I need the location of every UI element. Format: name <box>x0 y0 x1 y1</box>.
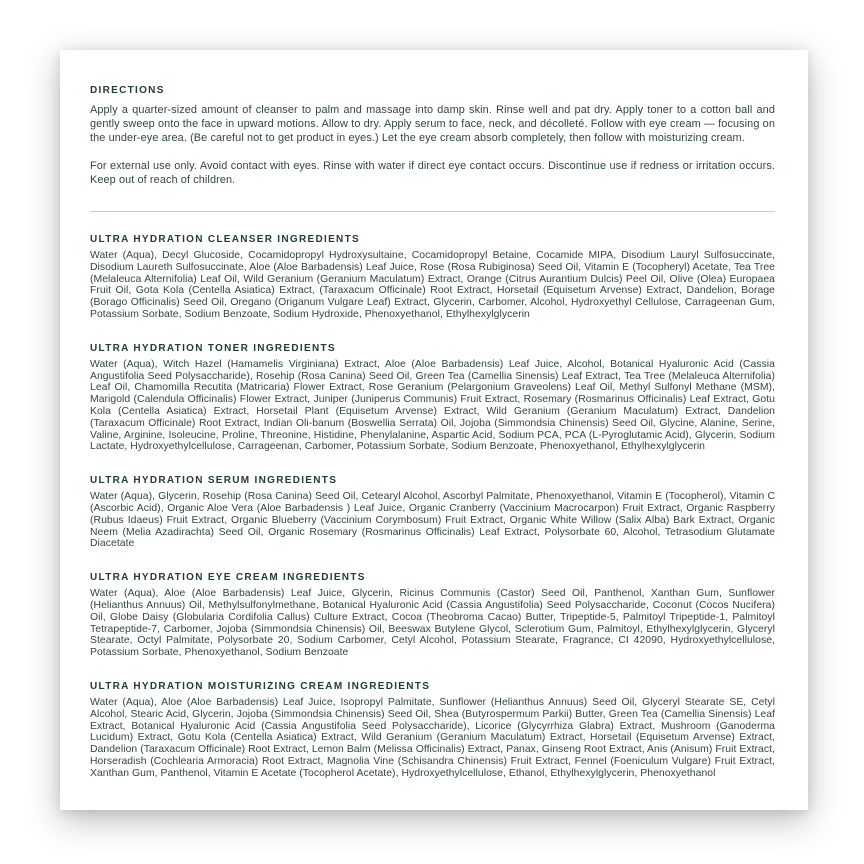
moisturizing-cream-ingredients-heading: ULTRA HYDRATION MOISTURIZING CREAM INGREDIENTS <box>90 680 431 692</box>
eye-cream-ingredients-heading: ULTRA HYDRATION EYE CREAM INGREDIENTS <box>90 572 366 584</box>
directions-usage-text: Apply a quarter-sized amount of cleanser to palm and massage into damp skin. Rinse well and pat dry. Apply toner to a cotton ball and gently sweep onto the face in upward motions. Allow to dry. Apply serum to face, neck, and décolleté. Follow with eye cream — focusing on the under-eye area. (Be careful not to get product in eyes.) Let the eye cream absorb completely, then follow with moisturizing cream. <box>90 104 775 144</box>
ingredient-section-serum <box>90 475 775 550</box>
section-divider <box>90 211 775 212</box>
serum-ingredients-text: Water (Aqua), Glycerin, Rosehip (Rosa Canina) Seed Oil, Cetearyl Alcohol, Ascorbyl Palmitate, Phenoxyethanol, Vitamin E (Tocopherol), Vitamin C (Ascorbic Acid), Organic Aloe Vera (Aloe Barbadensis ) Leaf Juice, Organic Cranberry (Vaccinium Macrocarpon) Fruit Extract, Organic Raspberry (Rubus Idaeus) Fruit Extract, Organic Blueberry (Vaccinium Corymbosum) Fruit Extract, Organic White Willow (Salix Alba) Bark Extract, Organic Neem (Melia Azadirachta) Seed Oil, Organic Rosemary (Rosmarinus Officinalis) Leaf Extract, Polysorbate 60, Alcohol, Tetrasodium Glutamate Diacetate <box>90 491 775 550</box>
directions-heading: DIRECTIONS <box>90 85 165 96</box>
moisturizing-cream-ingredients-text: Water (Aqua), Aloe (Aloe Barbadensis) Leaf Juice, Isopropyl Palmitate, Sunflower (Helianthus Annuus) Seed Oil, Glyceryl Stearate SE, Cetyl Alcohol, Stearic Acid, Glycerin, Jojoba (Simmondsia Chinensis) Seed Oil, Shea (Butyrospermum Parkii) Butter, Green Tea (Camellia Sinensis) Leaf Extract, Botanical Hyaluronic Acid (Cassia Angustifolia Seed Polysaccharide), Licorice (Glycyrrhiza Glabra) Extract, Mushroom (Ganoderma Lucidum) Extract, Gotu Kola (Centella Asiatica) Extract, Wild Geranium (Geranium Maculatum) Extract, Horsetail (Equisetum Arvense) Extract, Dandelion (Taraxacum Officinale) Root Extract, Lemon Balm (Melissa Officinalis) Extract, Panax, Ginseng Root Extract, Anis (Anisum) Fruit Extract, Horseradish (Cochlearia Armoracia) Root Extract, Magnolia Vine (Schisandra Chinensis) Fruit Extract, Fennel (Foeniculum Vulgare) Fruit Extract, Xanthan Gum, Panthenol, Vitamin E Acetate (Tocopherol Acetate), Hydroxyethylcellulose, Ethanol, Ethylhexylglycerin, Phenoxyethanol <box>90 696 775 779</box>
ingredient-section-toner <box>90 343 775 453</box>
directions-section <box>90 85 775 187</box>
eye-cream-ingredients-text: Water (Aqua), Aloe (Aloe Barbadensis) Leaf Juice, Glycerin, Ricinus Communis (Castor) Seed Oil, Panthenol, Xanthan Gum, Sunflower (Helianthus Annuus) Oil, Methylsulfonylmethane, Botanical Hyaluronic Acid (Cassia Angustifolia) Seed Polysaccharide, Coconut (Cocos Nucifera) Oil, Globe Daisy (Globularia Cordifolia Callus) Culture Extract, Cocoa (Theobroma Cacao) Butter, Tripeptide-5, Palmitoyl Tripeptide-1, Palmitoyl Tetrapeptide-7, Carbomer, Jojoba (Simmondsia Chinensis) Oil, Beeswax Butylene Glycol, Sclerotium Gum, Palmitoyl, Ethylhexylglycerin, Glyceryl Stearate, Octyl Palmitate, Polysorbate 20, Sodium Carbomer, Cetyl Alcohol, Potassium Stearate, Fragrance, CI 42090, Hydroxyethylcellulose, Potassium Sorbate, Phenoxyethanol, Sodium Benzoate <box>90 588 775 659</box>
cleanser-ingredients-heading: ULTRA HYDRATION CLEANSER INGREDIENTS <box>90 234 360 245</box>
toner-ingredients-text: Water (Aqua), Witch Hazel (Hamamelis Virginiana) Extract, Aloe (Aloe Barbadensis) Leaf Juice, Alcohol, Botanical Hyaluronic Acid (Cassia Angustifolia Seed Polysaccharide), Rosehip (Rosa Canina) Seed Oil, Green Tea (Camellia Sinensis) Leaf Extract, Tea Tree (Melaleuca Alternifolia) Leaf Oil, Chamomilla Recutita (Matricaria) Flower Extract, Rose Geranium (Pelargonium Graveolens) Leaf Oil, Methyl Sulfonyl Methane (MSM), Marigold (Calendula Officinalis) Flower Extract, Juniper (Juniperus Communis) Fruit Extract, Rosemary (Rosmarinus Officinalis) Leaf Extract, Gotu Kola (Centella Asiatica) Extract, Horsetail Plant (Equisetum Arvense) Extract, Wild Geranium (Geranium Maculatum) Extract, Dandelion (Taraxacum Officinale) Root Extract, Indian Oli-banum (Boswellia Serrata) Oil, Jojoba (Simmondsia Chinensis) Seed Oil, Glycine, Alanine, Serine, Valine, Arginine, Isoleucine, Proline, Threonine, Histidine, Phenylalanine, Aspartic Acid, Sodium PCA, PCA (L-Pyroglutamic Acid), Glycerin, Sodium Lactate, Hydroxyethylcellulose, Carrageenan, Carbomer, Potassium Sorbate, Sodium Benzoate, Phenoxyethanol, Ethylhexylglycerin <box>90 358 775 453</box>
cleanser-ingredients-text: Water (Aqua), Decyl Glucoside, Cocamidopropyl Hydroxysultaine, Cocamidopropyl Betaine, Cocamide MIPA, Disodium Lauryl Sulfosuccinate, Disodium Laureth Sulfosuccinate, Aloe (Aloe Barbadensis) Leaf Juice, Rose (Rosa Rubiginosa) Seed Oil, Vitamin E (Tocopheryl) Acetate, Tea Tree (Melaleuca Alternifolia) Leaf Oil, Wild Geranium (Geranium Maculatum) Extract, Orange (Citrus Aurantium Dulcis) Peel Oil, Olive (Olea) Europaea Fruit Oil, Gota Kola (Centella Asiatica) Extract, (Taraxacum Officinale) Root Extract, Horsetail (Equisetum Arvense) Extract, Dandelion, Borage (Borago Officinalis) Seed Oil, Oregano (Origanum Vulgare Leaf) Extract, Glycerin, Carbomer, Alcohol, Hydroxyethyl Cellulose, Carrageenan Gum, Potassium Sorbate, Sodium Benzoate, Sodium Hydroxide, Phenoxyethanol, Ethylhexylglycerin <box>90 250 775 320</box>
ingredient-section-eye-cream <box>90 572 775 659</box>
ingredient-section-cleanser <box>90 234 775 321</box>
product-info-card <box>60 50 808 810</box>
toner-ingredients-heading: ULTRA HYDRATION TONER INGREDIENTS <box>90 342 336 354</box>
ingredient-section-moisturizing-cream <box>90 681 775 780</box>
serum-ingredients-heading: ULTRA HYDRATION SERUM INGREDIENTS <box>90 475 338 487</box>
directions-warning-text: For external use only. Avoid contact with eyes. Rinse with water if direct eye contact occurs. Discontinue use if redness or irritation occurs. Keep out of reach of children. <box>90 160 775 186</box>
